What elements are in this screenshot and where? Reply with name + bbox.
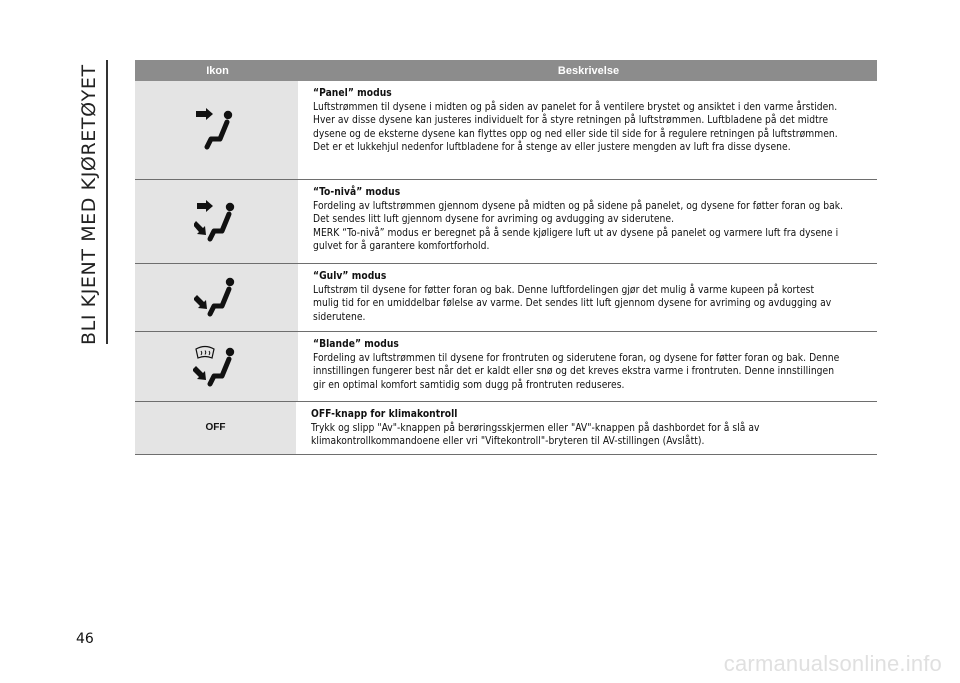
row-text: Det sendes litt luft gjennom dysene for avriming og avdugging av siderutene. [313,214,675,226]
row-title: OFF-knapp for klimakontroll [311,409,458,420]
table-row [135,264,877,332]
table-row [135,402,877,455]
row-text: Trykk og slipp "Av"-knappen på berøringsskjermen eller "AV"-knappen på dashbordet for å slå av [311,422,760,434]
row-title: “Blande” modus [313,339,399,350]
row-text: innstillingen fungerer best når det er kaldt eller snø og det kreves ekstra varme i frontruten. Denne innstillingen [313,366,835,378]
section-divider [106,60,108,344]
row-text: siderutene. [313,311,366,323]
row-text: klimakontrollkommandoene eller vri "Viftekontroll"-bryteren til AV-stillingen (Avslått). [311,436,705,448]
watermark: carmanualsonline.info [723,651,942,676]
row-text: Hver av disse dysene kan justeres individuelt for å styre retningen på luftstrømmen. Luftbladene på det midtre [313,115,829,127]
row-text: Luftstrøm til dysene for føtter foran og bak. Denne luftfordelingen gjør det mulig å varme kupeen på kortest [313,284,815,296]
row-text: gir en optimal komfort samtidig som dugg på frontruten reduseres. [313,379,625,391]
mix-mode-icon [193,344,241,390]
row-text: dysene og de eksterne dysene kan flyttes opp og ned eller side til side for å regulere retningen på luftstrømmen. [313,128,838,140]
row-title: “Panel” modus [313,88,392,99]
row-text: Det er et lukkehjul nedenfor luftbladene for å stenge av eller justere mengden av luft fra disse dysene. [313,142,791,154]
floor-mode-icon [194,277,240,319]
row-text: mulig tid for en umiddelbar følelse av varme. Det sendes litt luft gjennom dysene for avriming og avdugging av [313,298,832,310]
page-number: 46 [76,631,94,647]
row-text: MERK “To-nivå” modus er beregnet på å sende kjøligere luft ut av dysene på panelet og varmere luft fra dysene i [313,227,839,239]
climate-mode-table [135,60,877,455]
header-icon: Ikon [206,64,229,77]
table-header [135,60,877,81]
bi-level-mode-icon [194,199,240,245]
row-text: Fordeling av luftstrømmen til dysene for frontruten og siderutene foran, og dysene for føtter foran og bak. Denne [313,352,840,364]
row-text: Fordeling av luftstrømmen gjennom dysene på midten og på sidene på panelet, og dysene for føtter foran og bak. [313,200,844,212]
table-row [135,81,877,180]
row-title: “Gulv” modus [313,271,387,282]
table-row [135,180,877,264]
row-text: Luftstrømmen til dysene i midten og på siden av panelet for å ventilere brystet og ansiktet i den varme årstiden. [313,101,838,113]
section-title: BLI KJENT MED KJØRETØYET [78,64,100,345]
panel-mode-icon [194,107,240,153]
header-description: Beskrivelse [557,64,620,77]
table-row [135,332,877,402]
row-text: gulvet for å garantere komfortforhold. [313,241,490,253]
row-title: “To-nivå” modus [313,187,401,198]
off-label: OFF [205,422,226,433]
